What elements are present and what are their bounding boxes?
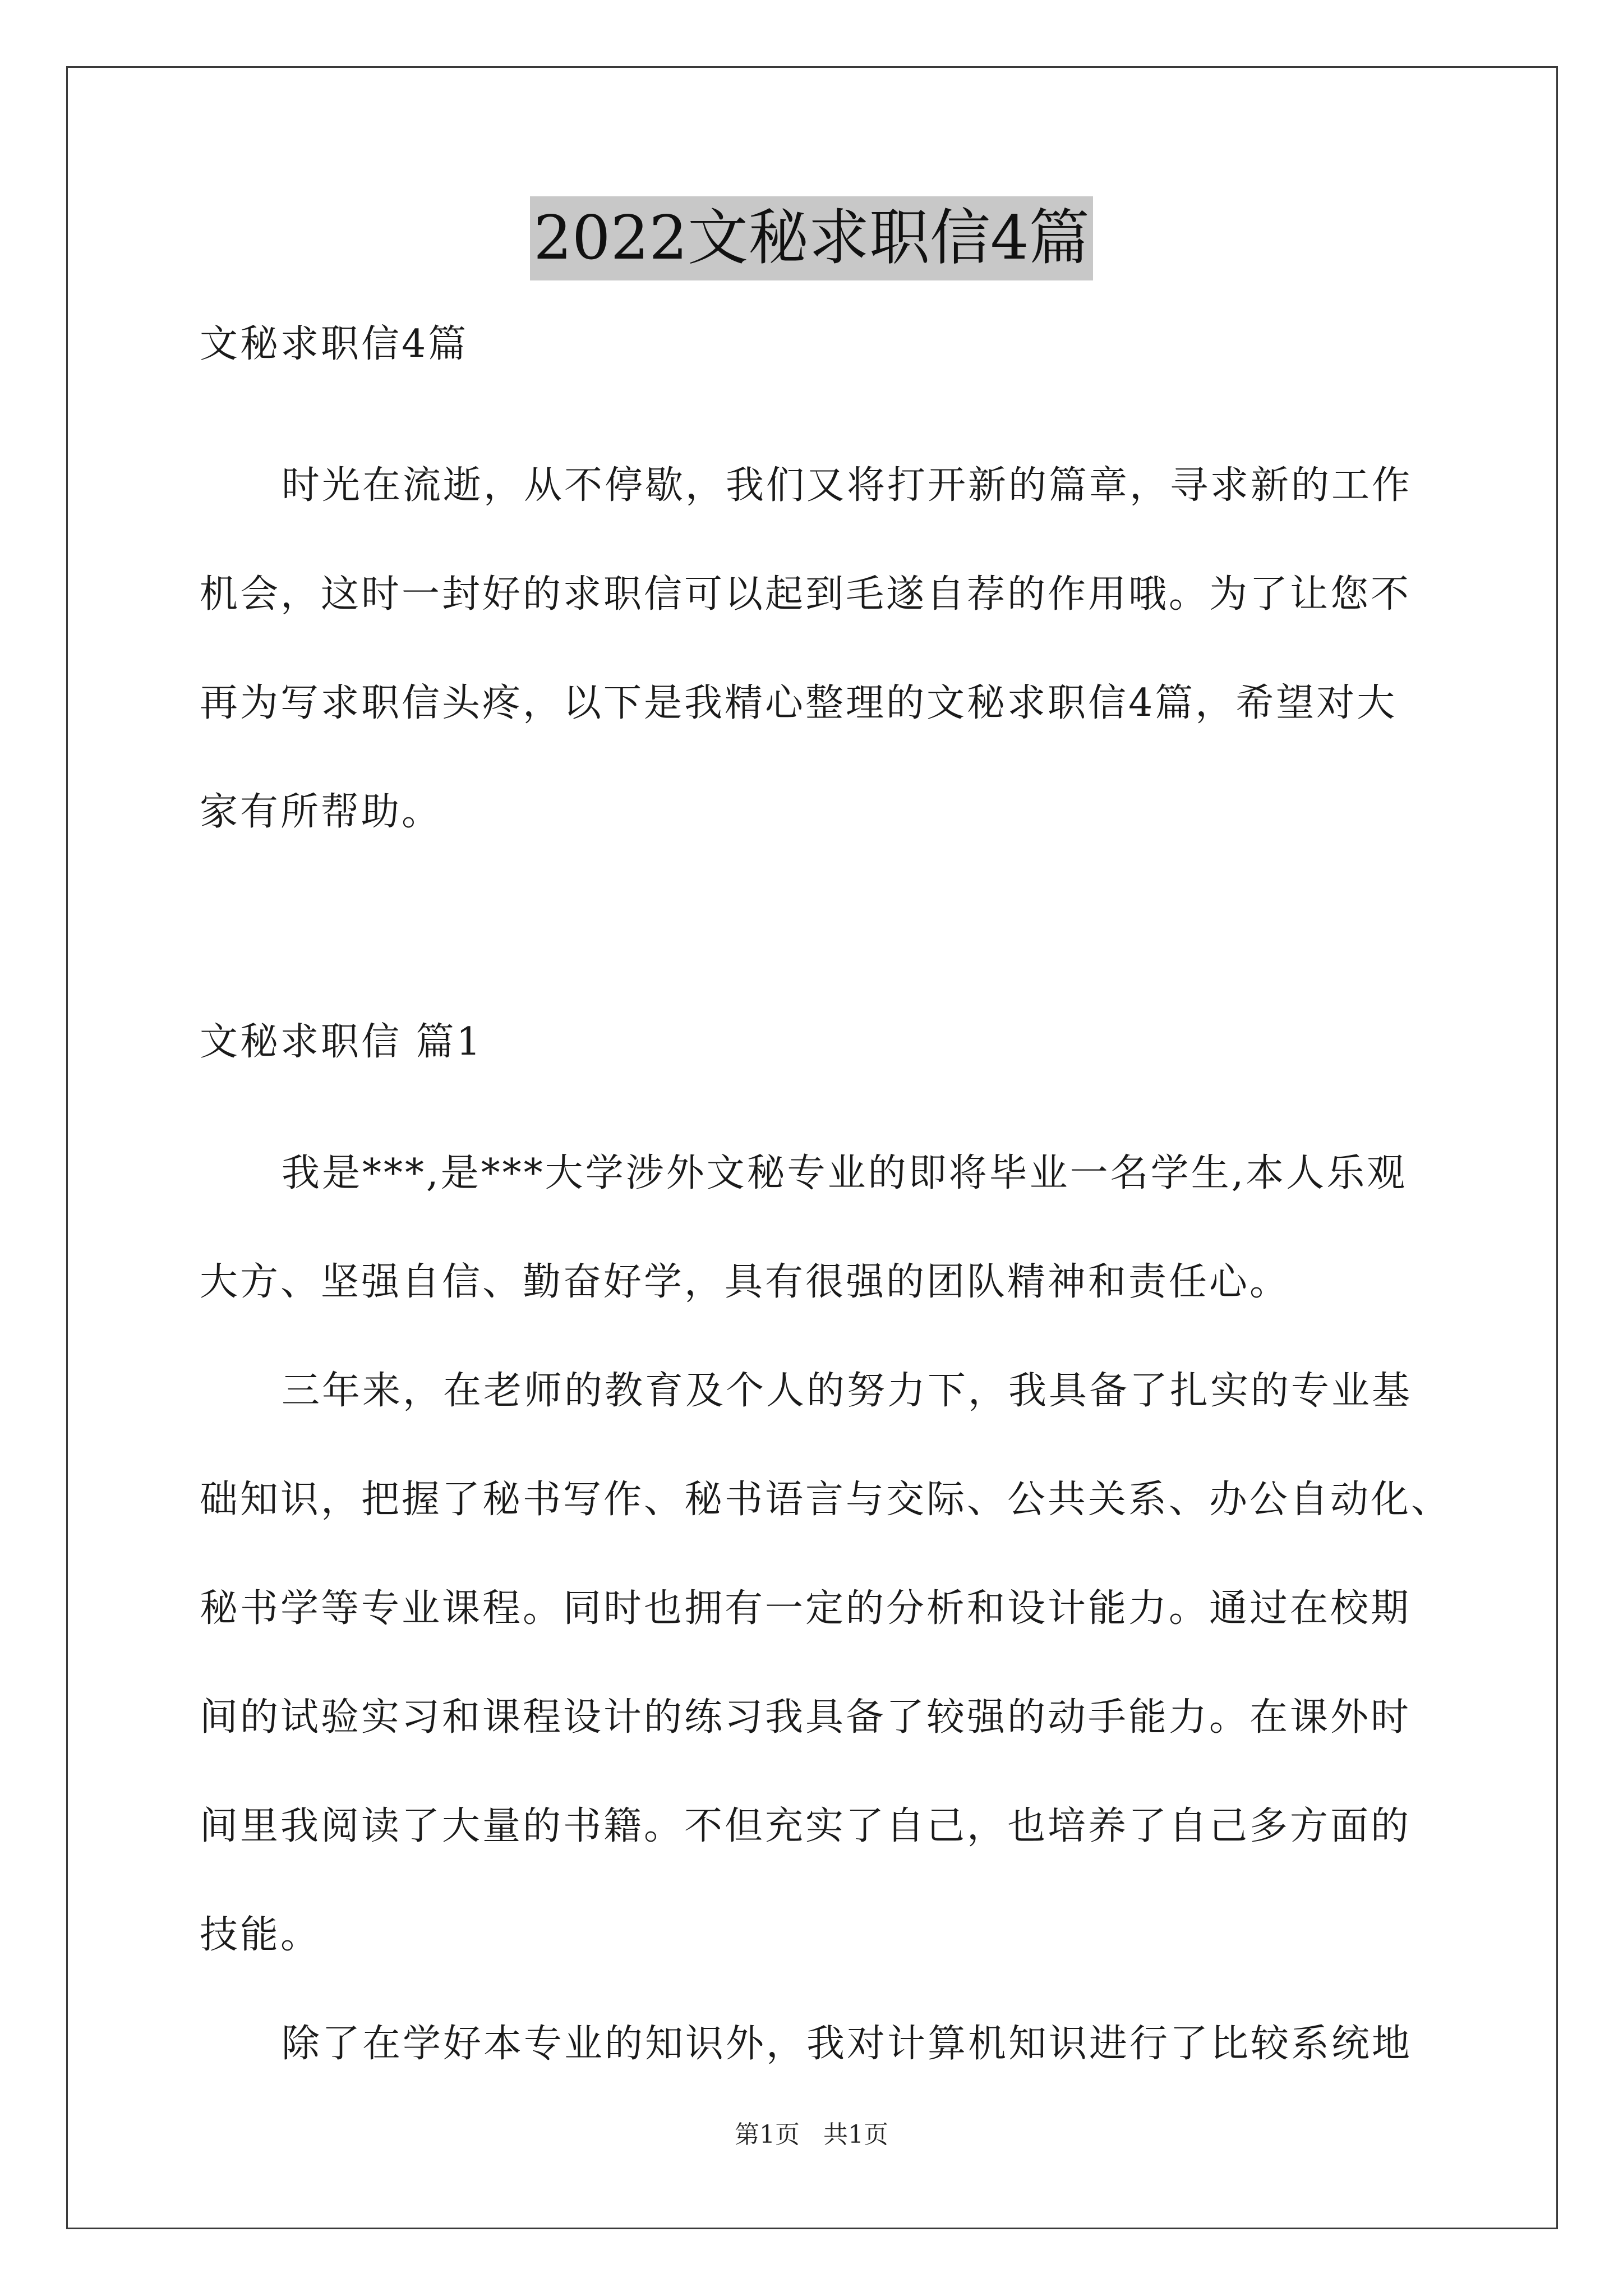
para1-line-1: 我是***,是***大学涉外文秘专业的即将毕业一名学生,本人乐观 — [282, 1151, 1408, 1195]
page-footer — [0, 2118, 1623, 2152]
para3-line-1: 除了在学好本专业的知识外，我对计算机知识进行了比较系统地 — [282, 2022, 1413, 2066]
para2-line-2: 础知识，把握了秘书写作、秘书语言与交际、公共关系、办公自动化、 — [200, 1478, 1452, 1522]
para2-line-1: 三年来，在老师的教育及个人的努力下，我具备了扎实的专业基 — [282, 1369, 1413, 1413]
page-number: 第1页 — [735, 2120, 800, 2149]
document-title: 2022文秘求职信4篇 — [530, 196, 1093, 280]
intro-line-1: 时光在流逝，从不停歇，我们又将打开新的篇章，寻求新的工作 — [282, 463, 1413, 508]
title-wrap — [0, 196, 1623, 280]
para2-line-3: 秘书学等专业课程。同时也拥有一定的分析和设计能力。通过在校期 — [200, 1586, 1412, 1631]
para2-line-5: 间里我阅读了大量的书籍。不但充实了自己，也培养了自己多方面的 — [200, 1804, 1412, 1848]
intro-line-3: 再为写求职信头疼，以下是我精心整理的文秘求职信4篇，希望对大 — [200, 681, 1398, 725]
section-heading-1: 文秘求职信 篇1 — [200, 1020, 483, 1064]
para2-line-4: 间的试验实习和课程设计的练习我具备了较强的动手能力。在课外时 — [200, 1695, 1412, 1740]
document-subtitle: 文秘求职信4篇 — [200, 322, 469, 366]
para1-line-2: 大方、坚强自信、勤奋好学，具有很强的团队精神和责任心。 — [200, 1260, 1290, 1304]
para2-line-6: 技能。 — [200, 1913, 321, 1957]
page-total: 共1页 — [823, 2120, 888, 2149]
intro-line-2: 机会，这时一封好的求职信可以起到毛遂自荐的作用哦。为了让您不 — [200, 572, 1412, 616]
intro-line-4: 家有所帮助。 — [200, 790, 442, 834]
